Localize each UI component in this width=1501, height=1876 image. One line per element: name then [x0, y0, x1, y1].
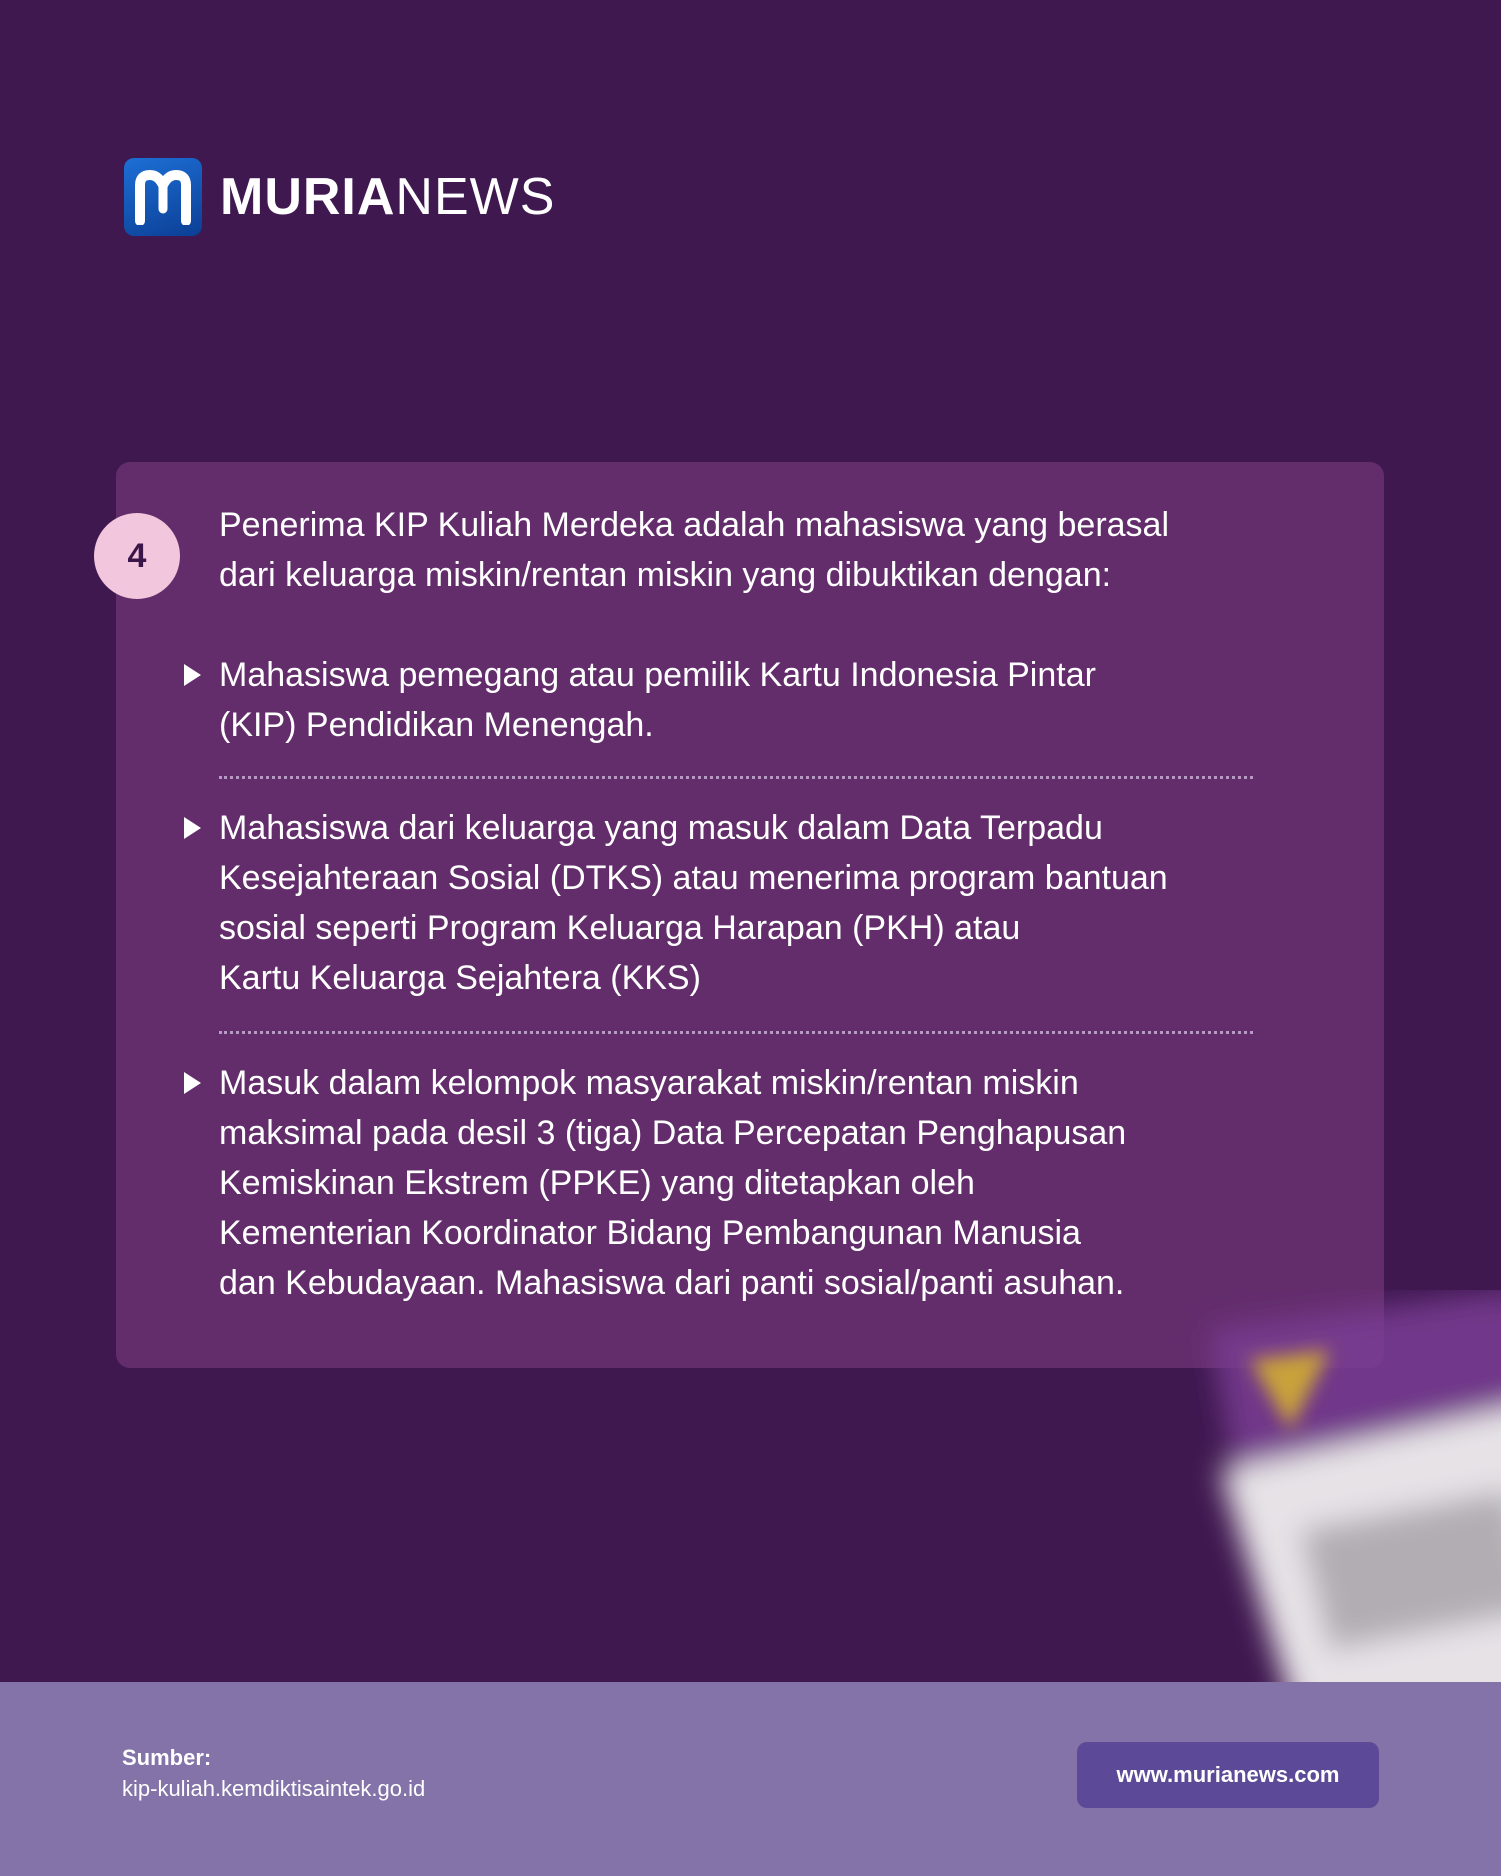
item-line: Kemiskinan Ekstrem (PPKE) yang ditetapkan oleh [219, 1164, 975, 1202]
triangle-bullet-icon [184, 1072, 201, 1094]
item-line: Mahasiswa dari keluarga yang masuk dalam Data Terpadu [219, 809, 1103, 847]
source-url[interactable]: kip-kuliah.kemdiktisaintek.go.id [122, 1776, 426, 1801]
item-line: maksimal pada desil 3 (tiga) Data Percepatan Penghapusan [219, 1114, 1127, 1152]
list-item [219, 803, 1299, 1003]
triangle-bullet-icon [184, 664, 201, 686]
triangle-bullet-icon [184, 817, 201, 839]
requirement-list [219, 650, 1299, 1308]
website-link[interactable]: www.murianews.com [1077, 1742, 1379, 1808]
item-line: sosial seperti Program Keluarga Harapan (PKH) atau [219, 909, 1021, 947]
intro-line: Penerima KIP Kuliah Merdeka adalah mahasiswa yang berasal [219, 506, 1170, 544]
item-line: Kartu Keluarga Sejahtera (KKS) [219, 959, 701, 997]
item-line: Masuk dalam kelompok masyarakat miskin/rentan miskin [219, 1064, 1079, 1102]
m-letter-logo-icon [124, 158, 202, 236]
brand-name-bold: MURIA [220, 168, 396, 226]
item-line: (KIP) Pendidikan Menengah. [219, 706, 654, 744]
step-number-badge: 4 [94, 513, 180, 599]
item-line: Kesejahteraan Sosial (DTKS) atau menerima program bantuan [219, 859, 1168, 897]
item-line: Kementerian Koordinator Bidang Pembangunan Manusia [219, 1214, 1081, 1252]
dotted-divider [219, 776, 1253, 779]
item-line: Mahasiswa pemegang atau pemilik Kartu Indonesia Pintar [219, 656, 1096, 694]
brand-logo [124, 158, 555, 236]
source-label: Sumber: [122, 1745, 212, 1770]
list-item [219, 1058, 1299, 1308]
item-line: dan Kebudayaan. Mahasiswa dari panti sosial/panti asuhan. [219, 1264, 1125, 1302]
dotted-divider [219, 1031, 1253, 1034]
card-intro [219, 500, 1279, 600]
list-item [219, 650, 1299, 750]
intro-line: dari keluarga miskin/rentan miskin yang dibuktikan dengan: [219, 556, 1112, 594]
brand-wordmark [220, 168, 556, 226]
brand-name-light: NEWS [395, 168, 556, 226]
